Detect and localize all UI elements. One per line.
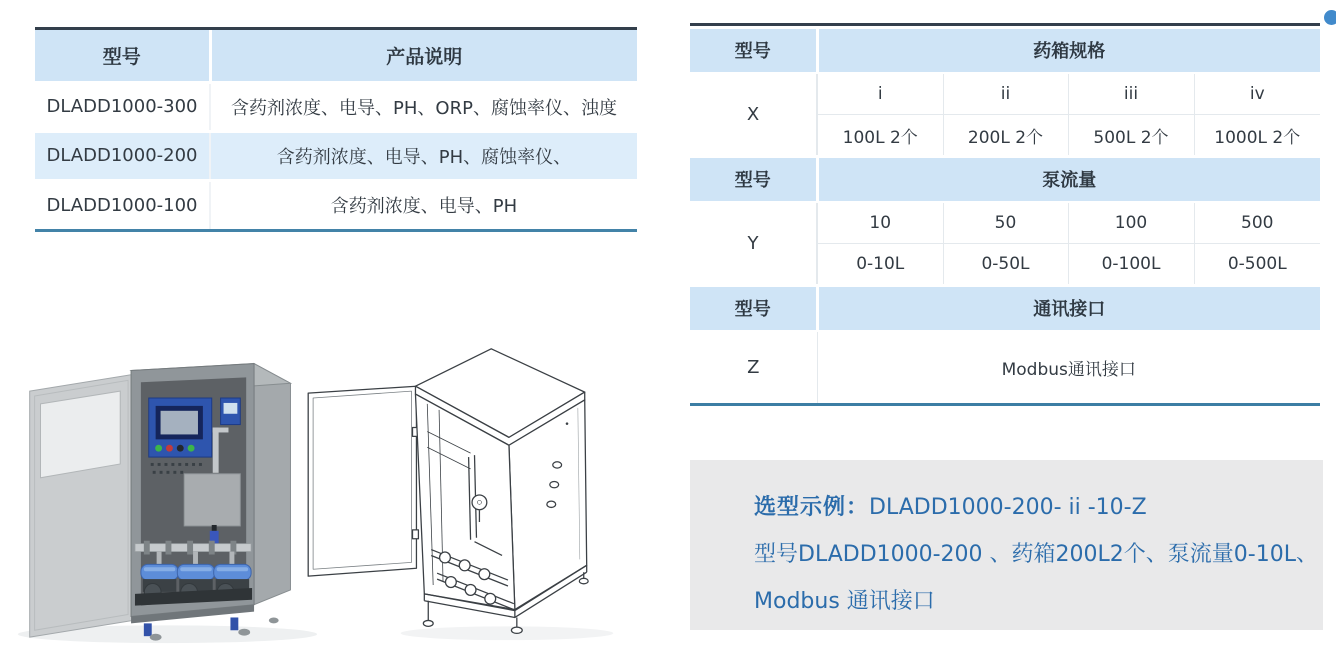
spec-cell: 0-500L [1194, 244, 1320, 286]
config-header-row-pump [690, 157, 1320, 202]
table-row [690, 331, 1320, 403]
spec-cell: 0-100L [1068, 244, 1194, 286]
config-code-y: Y [690, 202, 817, 286]
comm-value-cell: Modbus通讯接口 [817, 331, 1320, 403]
door-window [41, 391, 121, 478]
desc-cell: 含药剂浓度、电导、PH、腐蚀率仪、 [210, 131, 637, 180]
model-config-table [690, 23, 1320, 406]
valve-wheel [485, 593, 496, 604]
example-line-2: 型号DLADD1000-200 、药箱200L2个、泵流量0-10L、 [754, 542, 1318, 567]
config-header-model: 型号 [690, 28, 817, 73]
spec-cell: 1000L 2个 [1194, 115, 1320, 157]
config-header-model: 型号 [690, 286, 817, 331]
valve-wheel [440, 552, 451, 563]
desc-cell: 含药剂浓度、电导、PH、ORP、腐蚀率仪、浊度 [210, 82, 637, 131]
variant-cell: ii [943, 73, 1068, 115]
config-header-row-tank [690, 28, 1320, 73]
dosing-cabinet-render [30, 364, 291, 641]
spec-cell: 0-50L [943, 244, 1068, 286]
model-cell: DLADD1000-300 [35, 82, 210, 131]
spec-cell: 200L 2个 [943, 115, 1068, 157]
example-line-3: Modbus 通讯接口 [754, 589, 935, 614]
panel-knob [547, 501, 556, 507]
valve-wheel [459, 560, 470, 571]
config-code-z: Z [690, 331, 817, 403]
variant-cell: iii [1068, 73, 1194, 115]
config-header-comm: 通讯接口 [817, 286, 1320, 331]
variant-cell: 100 [1068, 202, 1194, 244]
variant-cell: 500 [1194, 202, 1320, 244]
spec-cell: 500L 2个 [1068, 115, 1194, 157]
example-code: DLADD1000-200- ii -10-Z [869, 495, 1147, 520]
spec-cell: 0-10L [817, 244, 943, 286]
valve-wheel [479, 569, 490, 580]
variant-cell: 50 [943, 202, 1068, 244]
sample-chamber [184, 474, 240, 526]
panel-knob [550, 481, 559, 487]
spec-cell: 100L 2个 [817, 115, 943, 157]
spec-col-desc-header: 产品说明 [210, 30, 637, 82]
config-header-pump-flow: 泵流量 [817, 157, 1320, 202]
corner-dot-icon [1324, 10, 1336, 25]
config-header-row-comm [690, 286, 1320, 331]
valve-wheel [445, 577, 456, 588]
table-row [35, 131, 637, 180]
variant-cell: 10 [817, 202, 943, 244]
example-label: 选型示例： [754, 495, 870, 520]
controller-screen [161, 411, 198, 435]
table-row [690, 73, 1320, 115]
product-spec-table [35, 27, 637, 232]
cabinet-shadow [401, 626, 614, 640]
table-row [35, 180, 637, 229]
variant-cell: iv [1194, 73, 1320, 115]
model-cell: DLADD1000-200 [35, 131, 210, 180]
spec-col-model-header: 型号 [35, 30, 210, 82]
dosing-cabinet-wireframe [308, 349, 588, 634]
table-row [690, 202, 1320, 244]
valve-wheel [465, 585, 476, 596]
variant-cell: i [817, 73, 943, 115]
product-illustration [10, 336, 630, 648]
pressure-gauge [472, 495, 487, 510]
model-cell: DLADD1000-100 [35, 180, 210, 229]
config-code-x: X [690, 73, 817, 157]
desc-cell: 含药剂浓度、电导、PH [210, 180, 637, 229]
config-header-model: 型号 [690, 157, 817, 202]
table-row [35, 82, 637, 131]
example-line-1 [754, 484, 1303, 531]
config-header-tank-spec: 药箱规格 [817, 28, 1320, 73]
panel-knob [553, 462, 562, 468]
spec-table-header-row [35, 30, 637, 82]
selection-example-box [690, 460, 1323, 630]
